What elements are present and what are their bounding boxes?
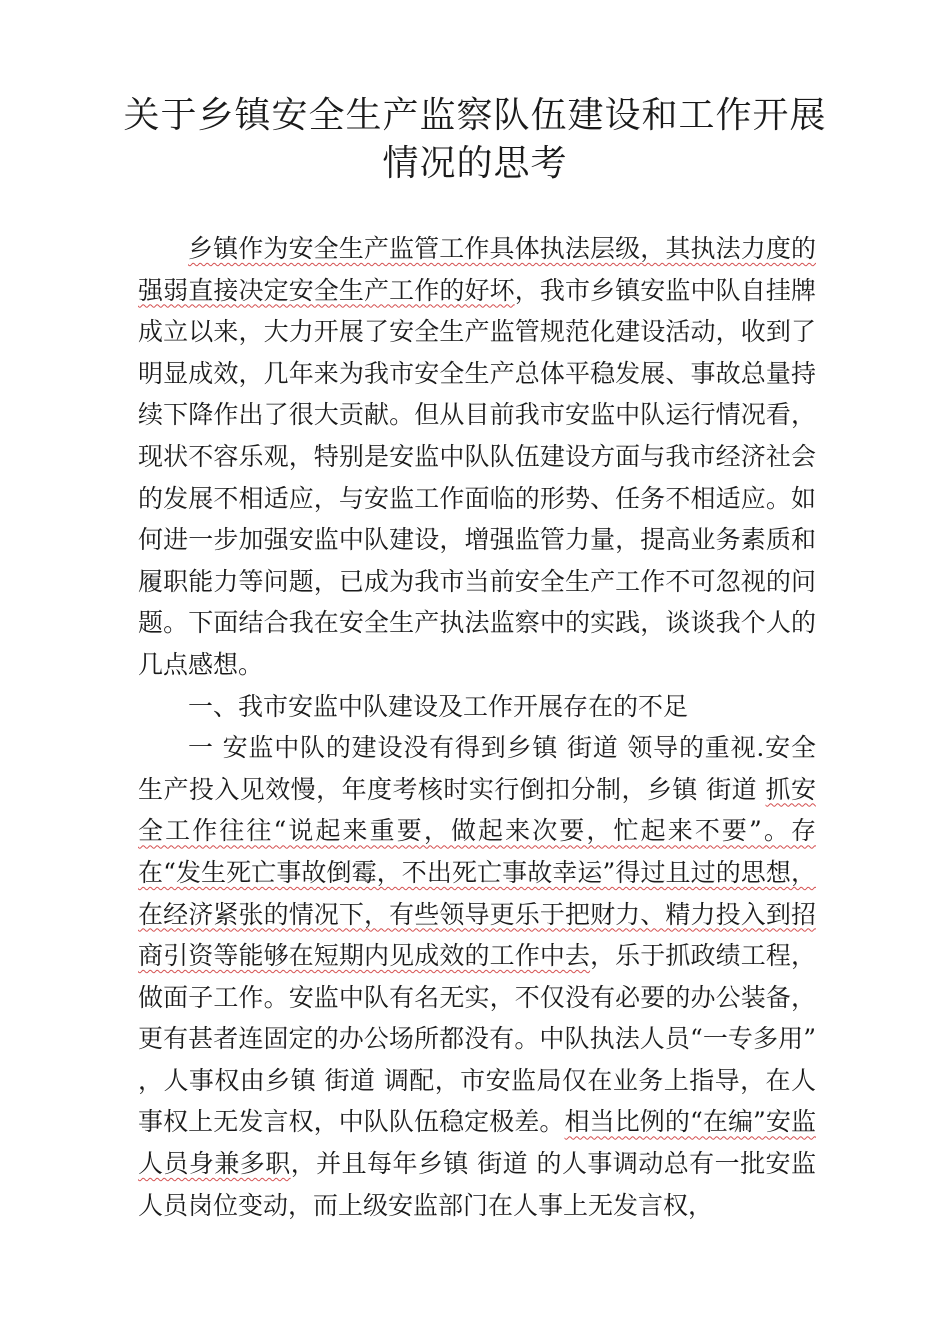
document-body [138, 228, 816, 1226]
paragraph-section1 [138, 727, 816, 1226]
section-heading: 一、我市安监中队建设及工作开展存在的不足 [188, 691, 689, 721]
grammar-underline: 乡镇作为安全生产监管工作具体执法层级，其执法力度的强弱直接决定安全生产工作的好坏 [138, 234, 816, 305]
document-title: 关于乡镇安全生产监察队伍建设和工作开展情况的思考 [123, 95, 827, 184]
paragraph-intro [138, 228, 816, 686]
paragraph-text: ，并且每年乡镇 街道 的人事调动总有一批安监人员岗位变动，而上级安监部门在人事上无发言权， [138, 1149, 816, 1220]
paragraph-text: ，我市乡镇安监中队自挂牌成立以来，大力开展了安全生产监管规范化建设活动，收到了明显成效，几年来为我市安全生产总体平稳发展、事故总量持续下降作出了很大贡献。但从目前我市安监中队运行情况看，现状不容乐观，特别是安监中队队伍建设方面与我市经济社会的发展不相适应，与安监工作面临的形势、任务不相适应。如何进一步加强安监中队建设，增强监管力量，提高业务素质和履职能力等问题，已成为我市当前安全生产工作不可忽视的问题。下面结合我在安全生产执法监察中的实践，谈谈我个人的几点感想。 [138, 275, 816, 679]
paragraph-text: 一 安监中队的建设没有得到乡镇 街道 领导的重视.安全生产投入见效慢，年度考核时实行倒扣分制，乡镇 街道 [138, 733, 816, 804]
grammar-underline: 相当比例的“在编”安监人员身兼多职 [138, 1107, 816, 1179]
grammar-underline: 抓安全工作往往“说起来重要，做起来次要，忙起来不要”。存在“发生死亡事故倒霉，不出死亡事故幸运”得过且过的思想，在经济紧张的情况下，有些领导更乐于把财力、精力投入到招商引资等能够在短期内见成效的工作中去 [138, 774, 816, 971]
paragraph-text: ，乐于抓政绩工程，做面子工作。安监中队有名无实，不仅没有必要的办公装备，更有甚者连固定的办公场所都没有。中队执法人员“一专多用” ，人事权由乡镇 街道 调配，市安监局仅在业务上指导，在人事权上无发言权，中队队伍稳定极差。 [138, 941, 816, 1137]
